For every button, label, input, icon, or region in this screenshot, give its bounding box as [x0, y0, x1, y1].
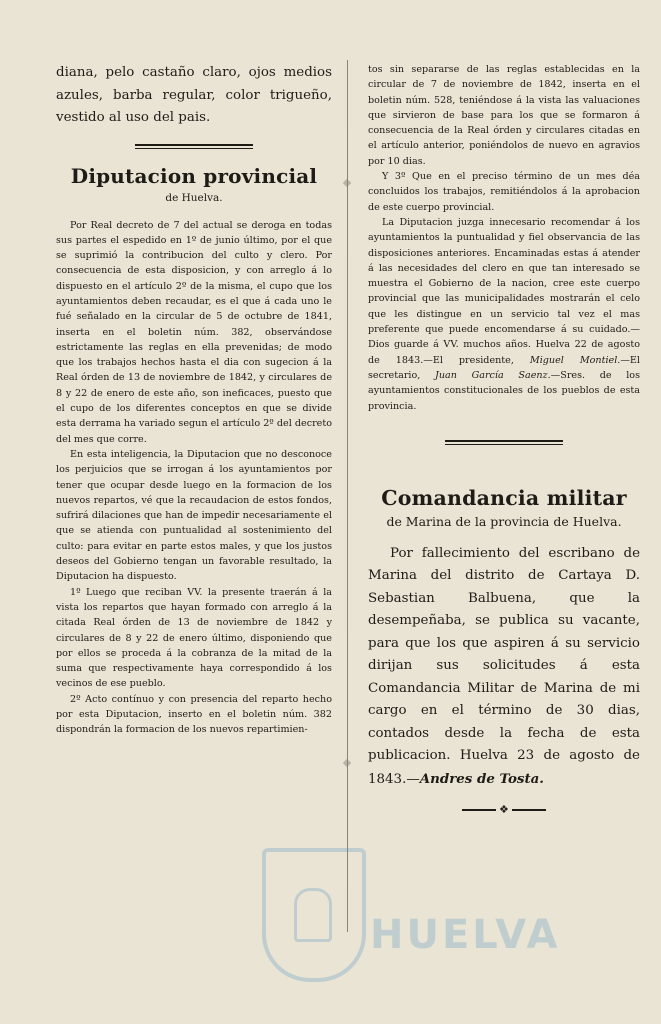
signature-andres-de-tosta: Andres de Tosta. [419, 770, 544, 787]
section-separator [135, 144, 253, 150]
huelva-watermark [250, 840, 630, 1010]
left-top-paragraph: diana, pelo castaño claro, ojos medios azules, barba regular, color trigueño, vestido al uso del pais. [56, 65, 332, 125]
secretary-name: Juan García Saenz [434, 369, 548, 381]
paragraph-article-3: Y 3º Que en el preciso término de un mes déa concluidos los trabajos, remitiéndolos á la aprobacion de este cuerpo provincial. [368, 171, 640, 213]
president-name: Miguel Montiel [529, 354, 618, 366]
end-ornament: ❖ [459, 803, 549, 816]
section-title-diputacion: Diputacion provincial [70, 163, 318, 188]
paragraph-article-2: 2º Acto contínuo y con presencia del reparto hecho por esta Diputacion, inserto en el boletin núm. 382 dispondrán la formacion de los nuevos repartimien- [56, 693, 332, 736]
section-separator [445, 440, 563, 446]
section-subtitle-diputacion: de Huelva. [165, 191, 223, 204]
section-title-comandancia: Comandancia militar [381, 485, 627, 510]
watermark-text: HUELVA [370, 912, 561, 958]
column-divider [347, 60, 348, 932]
paragraph-vacancy: Por fallecimiento del escribano de Marina del distrito de Cartaya D. Sebastian Balbuena, que la desempeñaba, se publica su vacante, para que los que aspiren á su servicio dirijan sus solicitudes á esta Comandancia Militar de Marina de mi cargo en el término de 30 dias, contados desde la fecha de esta publicacion. Huelva 23 de agosto de 1843.—Andres de Tosta. [368, 545, 640, 787]
paragraph-recommendation: La Diputacion juzga innecesario recomendar á los ayuntamientos la puntualidad y fiel observancia de las disposiciones anteriores. Encaminadas estas á atender á las necesidades del clero en que tan interesado se muestra el Gobierno de la nacion, cree este cuerpo provincial que las municipalidades mostrarán el celo que les distingue en un servicio tal vez el mas preferente que puede encomendarse á su cuidado.—Dios guarde á VV. muchos años. Huelva 22 de agosto de 1843.—El presidente, Miguel Montiel.—El secretario, Juan García Saenz.—Sres. de los ayuntamientos constitucionales de los pueblos de esta provincia. [368, 216, 641, 412]
paragraph-article-1: 1º Luego que reciban VV. la presente traerán á la vista los repartos que hayan formado con arreglo á la citada Real órden de 13 de noviembre de 1842 y circulares de 8 y 22 de enero último, disponiendo que por ellos se proceda á la cobranza de la mitad de la suma que respectivamente haya correspondido á los vecinos de ese pueblo. [56, 586, 332, 690]
paragraph-decree: Por Real decreto de 7 del actual se deroga en todas sus partes el espedido en 1º de junio último, por el que se suprimió la contribucion del culto y clero. Por consecuencia de esta disposicion, y con arreglo á lo dispuesto en el artículo 2º de la misma, el cupo que los ayuntamientos deben recaudar, es el que á cada uno le fué señalado en la circular de 5 de octubre de 1841, inserta en el boletin núm. 382, observándose estrictamente las reglas en ella prevenidas; de modo que los trabajos hechos hasta el dia con sugecion á la Real órden de 13 de noviembre de 1842, y circulares de 8 y 22 de enero de este año, son ineficaces, puesto que el cupo de los diferentes conceptos en que se divide esta derrama ha variado segun el artículo 2º del decreto del mes que corre. [56, 219, 332, 445]
shield-logo-icon [262, 848, 366, 982]
section-subtitle-comandancia: de Marina de la provincia de Huelva. [386, 513, 622, 529]
right-column [368, 62, 640, 816]
left-column [56, 62, 332, 738]
paragraph-inteligencia: En esta inteligencia, la Diputacion que no desconoce los perjuicios que se irrogan á los ayuntamientos por tener que ocupar desde luego en la formacion de los nuevos repartos, vé que la recaudacion de estos fondos, sufrirá dilaciones que han de impedir necesariamente el que se atienda con puntualidad al sostenimiento del culto: para evitar en parte estos males, y que los justos deseos del Gobierno tengan un favorable resultado, la Diputacion ha dispuesto. [56, 448, 332, 583]
paragraph-continuation: tos sin separarse de las reglas establecidas en la circular de 7 de noviembre de 1842, inserta en el boletin núm. 528, teniéndose á la vista las valuaciones que sirvieron de base para los que se formaron á consecuencia de la Real órden y circulares citadas en el artículo anterior, poniéndolos de nuevo en agravios por 10 dias. [368, 64, 640, 167]
